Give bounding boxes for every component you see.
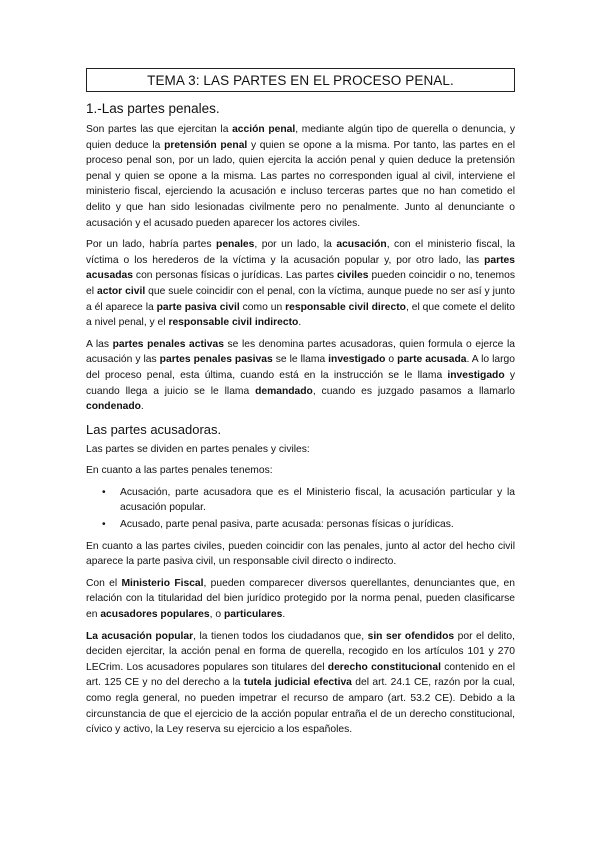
text-run: Por un lado, habría partes [86, 239, 217, 251]
paragraph [86, 576, 515, 623]
bold-text: partes penales activas [112, 338, 224, 350]
text-run: contenido en el art. 125 CE y no del derecho a la [86, 661, 515, 689]
list-item-text: Acusado, parte penal pasiva, parte acusada: personas físicas o jurídicas. [120, 519, 454, 531]
text-run: . A lo largo del proceso penal, esta última, cuando está en la instrucción se le llama [86, 354, 515, 381]
text-run: , pueden comparecer diversos querellantes, denunciantes que, en relación con la titularidad del bien jurídico protegido por la norma penal, pueden clasificarse en [86, 577, 515, 621]
document-title-box [86, 68, 515, 92]
bold-text: acusadores populares [100, 609, 210, 621]
bold-text: condenado [86, 401, 141, 413]
bold-text: responsable civil indirecto [168, 317, 299, 329]
text-run: , cuando es juzgado pasamos a llamarlo [312, 385, 516, 397]
text-run: , con el ministerio fiscal, la víctima o los herederos de la víctima y la acusación popular y, por otro lado, las [86, 239, 515, 266]
text-run: Las partes se dividen en partes penales y civiles: [86, 443, 310, 455]
document-page [86, 68, 515, 744]
section-heading-partes-acusadoras: Las partes acusadoras. [86, 421, 222, 437]
bold-text: acción penal [232, 124, 296, 135]
bullet-icon: • [102, 486, 106, 498]
text-run: En cuanto a las partes civiles, pueden coincidir con las penales, junto al actor del hecho civil aparece la parte pasiva civil, un responsable civil directo o indirecto. [86, 540, 515, 568]
text-run: del art. 24.1 CE, razón por la cual, como regla general, no pueden impetrar el recurso de amparo (art. 53.2 CE). Debido a la circunstancia de que el ejercicio de la acción popular entraña el de un derecho constitucional, cívico y activo, la Ley reserva su ejercicio a los españoles. [86, 677, 516, 736]
bold-text: parte acusada [397, 354, 467, 366]
bold-text: Ministerio Fiscal [121, 577, 204, 589]
paragraph [86, 539, 515, 570]
paragraph [86, 463, 515, 479]
bold-text: actor civil [97, 285, 146, 297]
bullet-list [86, 485, 515, 533]
text-run: , la tienen todos los ciudadanos que, [193, 630, 368, 642]
bold-text: partes acusadas [86, 254, 515, 282]
bold-text: acusación [336, 239, 387, 251]
text-run: A las [86, 338, 113, 350]
paragraph [86, 629, 515, 738]
bold-text: derecho constitucional [327, 661, 441, 673]
bold-text: investigado [328, 354, 386, 366]
text-run: como un [239, 301, 286, 313]
text-run: y cuando llega a juicio se le llama [86, 369, 515, 397]
list-item [86, 517, 515, 533]
text-run: , mediante algún tipo de querella o denuncia, y quien deduce la [86, 124, 515, 151]
text-run: y quien se opone a la misma. Por tanto, las partes en el proceso penal son, por un lado, quien ejercita la acción penal y quien deduce la pretensión penal y quien se opone a la misma. Las partes no corresponden igual al civil, interviene el ministerio fiscal, ejerciendo la acusación e incluso terceras partes que no han cometido el delito y que han sido lesionadas civilmente pero no penalmente. Junto al denunciante o acusación y el acusado pueden aparecer los actores civiles. [86, 139, 516, 229]
text-run: En cuanto a las partes penales tenemos: [86, 465, 273, 477]
section-heading-partes-penales: 1.-Las partes penales. [86, 101, 220, 116]
bold-text: sin ser ofendidos [367, 630, 455, 642]
text-run: pueden coincidir o no, tenemos el [86, 270, 516, 297]
bold-text: investigado [447, 369, 505, 381]
text-run: . [298, 317, 302, 329]
list-item [86, 485, 515, 516]
list-item-text: Acusación, parte acusadora que es el Ministerio fiscal, la acusación particular y la acusación popular. [120, 486, 515, 514]
text-run: , por un lado, la [254, 239, 337, 251]
text-run: que suele coincidir con el penal, con la víctima, aunque puede no ser así y junto a él aparece la [86, 285, 515, 313]
text-run: con personas físicas o jurídicas. Las partes [132, 270, 337, 282]
bold-text: pretensión penal [164, 139, 248, 151]
text-run: , el que comete el delito a nivel penal, y el [86, 301, 515, 329]
bold-text: penales [216, 239, 255, 251]
text-run: por el delito, deciden ejercitar, la acción penal en forma de querella, recogido en los artículos 101 y 270 LECrim. Los acusadores populares son titulares del [86, 630, 515, 673]
bold-text: La acusación popular [86, 630, 194, 642]
bold-text: responsable civil directo [285, 301, 406, 313]
bold-text: demandado [255, 385, 313, 397]
text-run: se le llama [272, 354, 329, 366]
text-run: Son partes las que ejercitan la [86, 124, 233, 135]
bullet-icon: • [102, 519, 106, 531]
text-run: , o [209, 609, 224, 621]
paragraph [86, 237, 515, 331]
bold-text: particulares [223, 609, 283, 621]
document-title: TEMA 3: LAS PARTES EN EL PROCESO PENAL. [147, 72, 454, 88]
paragraph [86, 122, 515, 231]
paragraph [86, 337, 515, 415]
text-run: . [282, 609, 286, 621]
bold-text: tutela judicial efectiva [243, 677, 352, 689]
bold-text: partes penales pasivas [159, 354, 273, 366]
text-run: . [140, 401, 144, 413]
text-run: o [385, 354, 398, 366]
paragraph [86, 442, 515, 458]
bold-text: civiles [337, 270, 369, 282]
text-run: Con el [86, 577, 122, 589]
text-run: se les denomina partes acusadoras, quien formula o ejerce la acusación y las [86, 338, 515, 366]
bold-text: parte pasiva civil [156, 301, 240, 313]
